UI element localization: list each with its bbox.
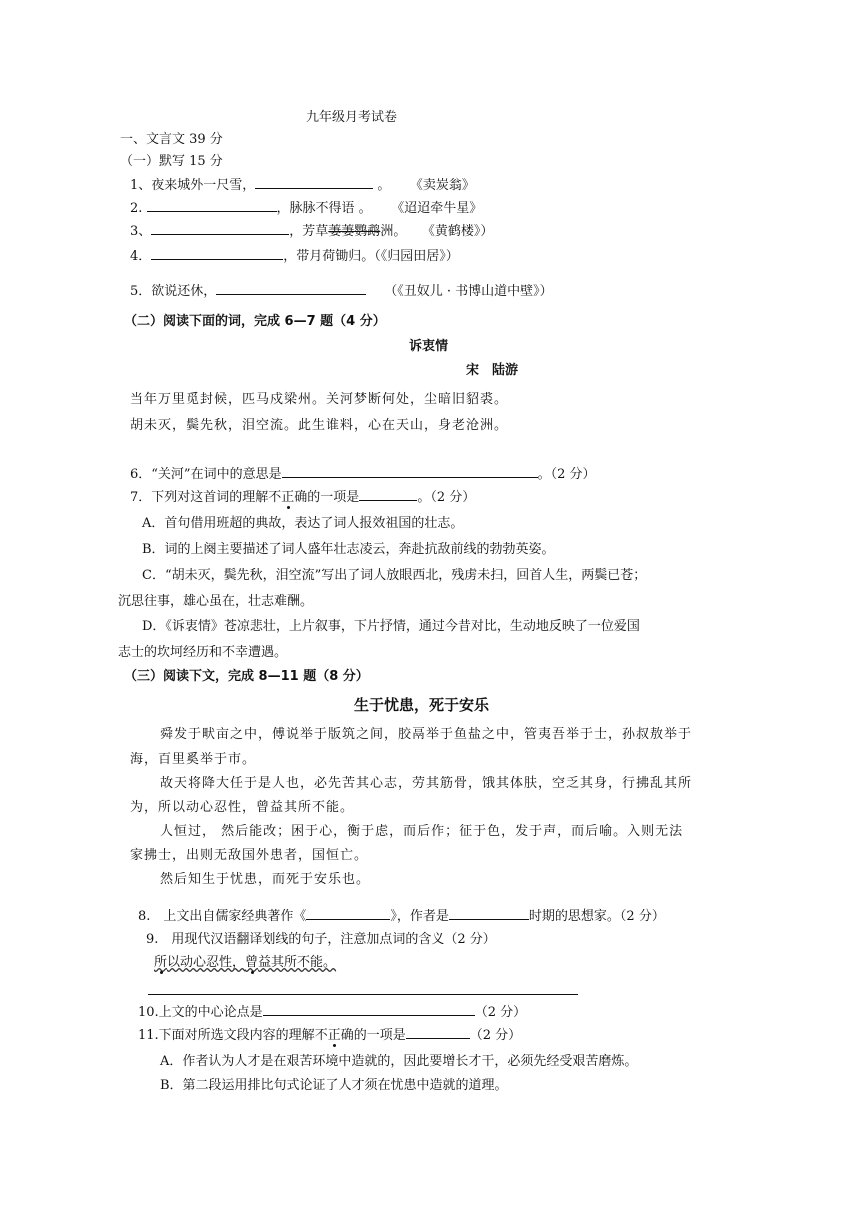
essay-para-4: 然后知生于忧患，而死于安乐也。	[160, 872, 371, 887]
q3-blank[interactable]	[151, 221, 289, 235]
q6-tail: 。（2 分）	[537, 467, 596, 482]
q3-suffix-b: 萋萋鹦鹉	[328, 224, 381, 239]
q1-suffix: 。	[373, 178, 391, 193]
question-1	[130, 175, 475, 196]
essay-para-3-line-1: 人恒过， 然后能改；困于心，衡于虑，而后作；征于色，发于声，而后喻。入则无法	[160, 824, 684, 839]
q9-dotted-char-1: 所	[154, 955, 168, 970]
q7-post: 的一项是	[307, 490, 360, 505]
essay-para-2-line-1: 故天将降大任于是人也，必先苦其心志，劳其筋骨，饿其体肤，空乏其身，行拂乱其所	[160, 776, 693, 791]
q3-suffix-c: 洲。	[380, 224, 407, 239]
q7-option-d-line1: D．《诉衷情》苍凉悲壮，上片叙事，下片抒情，通过今昔对比，生动地反映了一位爱国	[142, 619, 640, 634]
q11-blank[interactable]	[406, 1025, 470, 1039]
q2-source: 《迢迢牵牛星》	[397, 201, 483, 216]
q8-blank-1[interactable]	[306, 906, 390, 920]
q7-option-b: B．词的上阕主要描述了词人盛年壮志凌云，奔赴抗敌前线的勃勃英姿。	[142, 542, 555, 557]
essay-title: 生于忧患，死于安乐	[354, 696, 490, 714]
q1-blank[interactable]	[255, 175, 373, 189]
q9-sentence-part-2: 益其所不能。	[258, 955, 337, 970]
q8-part-b: 》，作者是	[390, 909, 449, 924]
q7-blank[interactable]	[359, 487, 417, 501]
essay-para-3-line-2: 家拂士，出则无敌国外患者，国恒亡。	[130, 848, 369, 863]
q9-sentence	[154, 953, 336, 973]
q7-prefix: 7．下列对这首词的理解	[130, 490, 269, 505]
q5-prefix: 5．欲说还休，	[130, 284, 217, 299]
q10-blank[interactable]	[263, 1002, 475, 1016]
q2-blank[interactable]	[147, 198, 277, 212]
sec2-heading: （二）阅读下面的词，完成 6—7 题（4 分）	[124, 314, 386, 329]
q1-prefix: 1、夜来城外一尺雪，	[130, 178, 256, 193]
question-11	[138, 1025, 521, 1046]
q8-part-a: 8. 上文出自儒家经典著作《	[138, 909, 307, 924]
part1-heading: 一、文言文 39 分	[120, 132, 223, 147]
q11-negation: 不正确	[314, 1028, 354, 1043]
q10-tail: （2 分）	[474, 1005, 527, 1020]
q10-text: 10.上文的中心论点是	[138, 1005, 263, 1020]
q3-prefix: 3、	[130, 224, 152, 239]
q8-part-c: 时期的思想家。（2 分）	[528, 909, 665, 924]
q11-option-b: B．第二段运用排比句式论证了人才须在忧患中造就的道理。	[160, 1078, 508, 1093]
question-7	[130, 487, 475, 508]
question-8	[138, 906, 665, 927]
q11-prefix: 11.下面对所选文段内容的理解	[138, 1028, 315, 1043]
poem-line-2: 胡未灭，鬓先秋，泪空流。此生谁料，心在天山，身老沧洲。	[130, 418, 509, 433]
question-5	[130, 281, 553, 302]
q5-suffix: （《丑奴儿 · 书博山道中壁》）	[384, 284, 553, 299]
q2-prefix: 2.	[130, 201, 147, 216]
q1-source: 《卖炭翁》	[416, 178, 475, 193]
question-2	[130, 198, 482, 219]
q7-negation: 不正确	[268, 490, 308, 505]
poem-title: 诉衷情	[409, 339, 449, 354]
poem-author: 宋 陆游	[466, 363, 519, 378]
q4-prefix: 4．	[130, 249, 152, 264]
q6-text: 6．“关河”在词中的意思是	[130, 467, 282, 482]
sec3-heading: （三）阅读下文，完成 8—11 题（8 分）	[124, 669, 369, 684]
q5-blank[interactable]	[216, 281, 366, 295]
q11-option-a: A．作者认为人才是在艰苦环境中造就的，因此要增长才干，必须先经受艰苦磨炼。	[160, 1054, 638, 1069]
q8-blank-2[interactable]	[449, 906, 529, 920]
q2-suffix: ，脉脉不得语 。	[276, 201, 372, 216]
q7-option-c-line1: C．“胡未灭，鬓先秋，泪空流”写出了词人放眼西北，残虏未扫，回首人生，两鬓已苍；	[142, 568, 647, 583]
exam-title: 九年级月考试卷	[306, 110, 398, 125]
question-6	[130, 464, 595, 485]
q3-source: 《黄鹤楼》）	[428, 224, 494, 239]
poem-line-1: 当年万里觅封候，匹马戍梁州。关河梦断何处，尘暗旧貂裘。	[130, 392, 509, 407]
question-9: 9. 用现代汉语翻译划线的句子，注意加点词的含义（2 分）	[146, 932, 496, 947]
q7-tail: 。（2 分）	[417, 490, 476, 505]
q7-option-c-line2: 沉思往事，雄心虽在，壮志难酬。	[118, 594, 314, 609]
essay-para-1-line-1: 舜发于畎亩之中，傅说举于版筑之间，胶鬲举于鱼盐之中，管夷吾举于士，孙叔敖举于	[160, 727, 693, 742]
q7-option-d-line2: 志士的坎坷经历和不幸遭遇。	[118, 645, 288, 660]
question-4	[130, 246, 459, 267]
q11-post: 的一项是	[353, 1028, 406, 1043]
q9-dotted-char-2: 曾	[245, 955, 259, 970]
q4-blank[interactable]	[151, 246, 283, 260]
q3-suffix-a: ，芳草	[289, 224, 329, 239]
question-3	[130, 221, 493, 242]
q9-sentence-part-1: 以动心忍性，	[167, 955, 246, 970]
essay-para-1-line-2: 海，百里奚举于市。	[130, 752, 257, 767]
essay-para-2-line-2: 为，所以动心忍性，曾益其所不能。	[130, 800, 355, 815]
q7-option-a: A．首句借用班超的典故，表达了词人报效祖国的壮志。	[142, 516, 464, 531]
q4-suffix: ，带月荷锄归。（《归园田居》）	[283, 249, 459, 264]
q6-blank[interactable]	[282, 464, 538, 478]
q9-answer-line[interactable]	[148, 994, 578, 995]
question-10	[138, 1002, 526, 1023]
q11-tail: （2 分）	[469, 1028, 522, 1043]
sec1-heading: （一）默写 15 分	[120, 154, 223, 169]
